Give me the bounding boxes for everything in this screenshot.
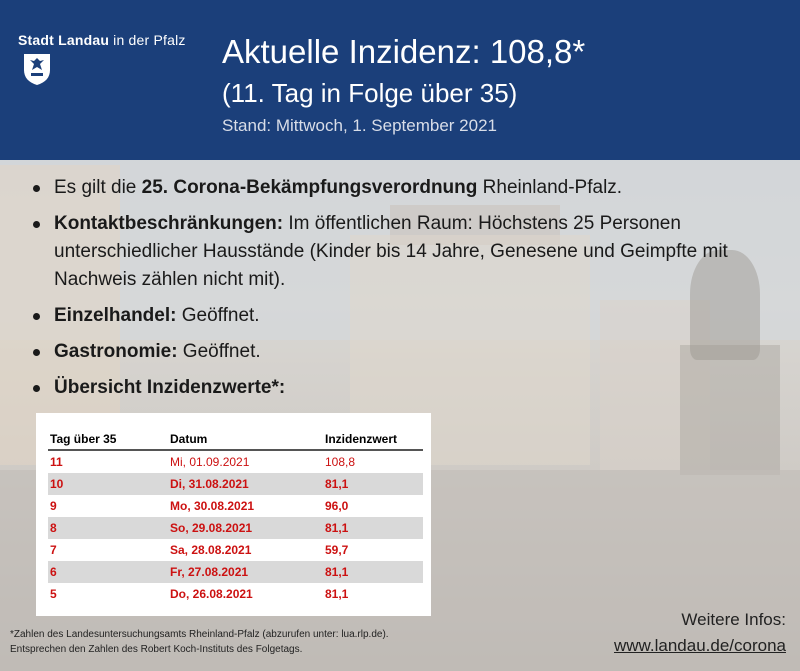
city-name: Stadt Landau [18, 32, 110, 48]
table-header-row [48, 429, 423, 450]
footnote-line-2: Entsprechen den Zahlen des Robert Koch-Instituts des Folgetags. [10, 644, 303, 655]
list-item: Es gilt die 25. Corona-Bekämpfungsverordnung Rheinland-Pfalz. [28, 174, 788, 202]
incidence-table-card [36, 413, 431, 616]
table-row: 11 Mi, 01.09.2021 108,8 [50, 455, 356, 469]
column-header-value: Inzidenzwert [323, 429, 423, 450]
table-row: 6 Fr, 27.08.2021 81,1 [48, 561, 423, 583]
footnote-line-1: *Zahlen des Landesuntersuchungsamts Rheinland-Pfalz (abzurufen unter: lua.rlp.de). [10, 629, 389, 640]
header-banner [0, 0, 800, 160]
table-row: 5 Do, 26.08.2021 81,1 [50, 587, 349, 601]
list-item: Kontaktbeschränkungen: Im öffentlichen Raum: Höchstens 25 Personen unterschiedlicher Hausstände (Kinder bis 14 Jahre, Genesene und Geimpfte mit Nachweis zählen nicht mit). [28, 210, 788, 294]
table-row: 8 So, 29.08.2021 81,1 [48, 517, 423, 539]
coat-of-arms-icon [22, 52, 52, 86]
city-suffix: in der Pfalz [109, 32, 186, 48]
rules-list [28, 174, 788, 410]
list-item: Übersicht Inzidenzwerte*: [28, 374, 788, 402]
column-header-day: Tag über 35 [48, 429, 168, 450]
table-row: 7 Sa, 28.08.2021 59,7 [50, 543, 349, 557]
table-row: 9 Mo, 30.08.2021 96,0 [50, 499, 349, 513]
page-subtitle: (11. Tag in Folge über 35) [222, 78, 518, 108]
page-title: Aktuelle Inzidenz: 108,8* [222, 33, 586, 70]
footnote [10, 627, 389, 657]
column-header-date: Datum [168, 429, 323, 450]
table-row: 10 Di, 31.08.2021 81,1 [48, 473, 423, 495]
list-item: Gastronomie: Geöffnet. [28, 338, 788, 366]
more-info-label: Weitere Infos: [681, 610, 786, 629]
more-info-link[interactable]: www.landau.de/corona [613, 636, 786, 655]
incidence-table [48, 429, 423, 605]
more-info [614, 607, 786, 659]
city-logo-text[interactable] [18, 32, 186, 48]
status-date: Stand: Mittwoch, 1. September 2021 [222, 116, 497, 135]
list-item: Einzelhandel: Geöffnet. [28, 302, 788, 330]
